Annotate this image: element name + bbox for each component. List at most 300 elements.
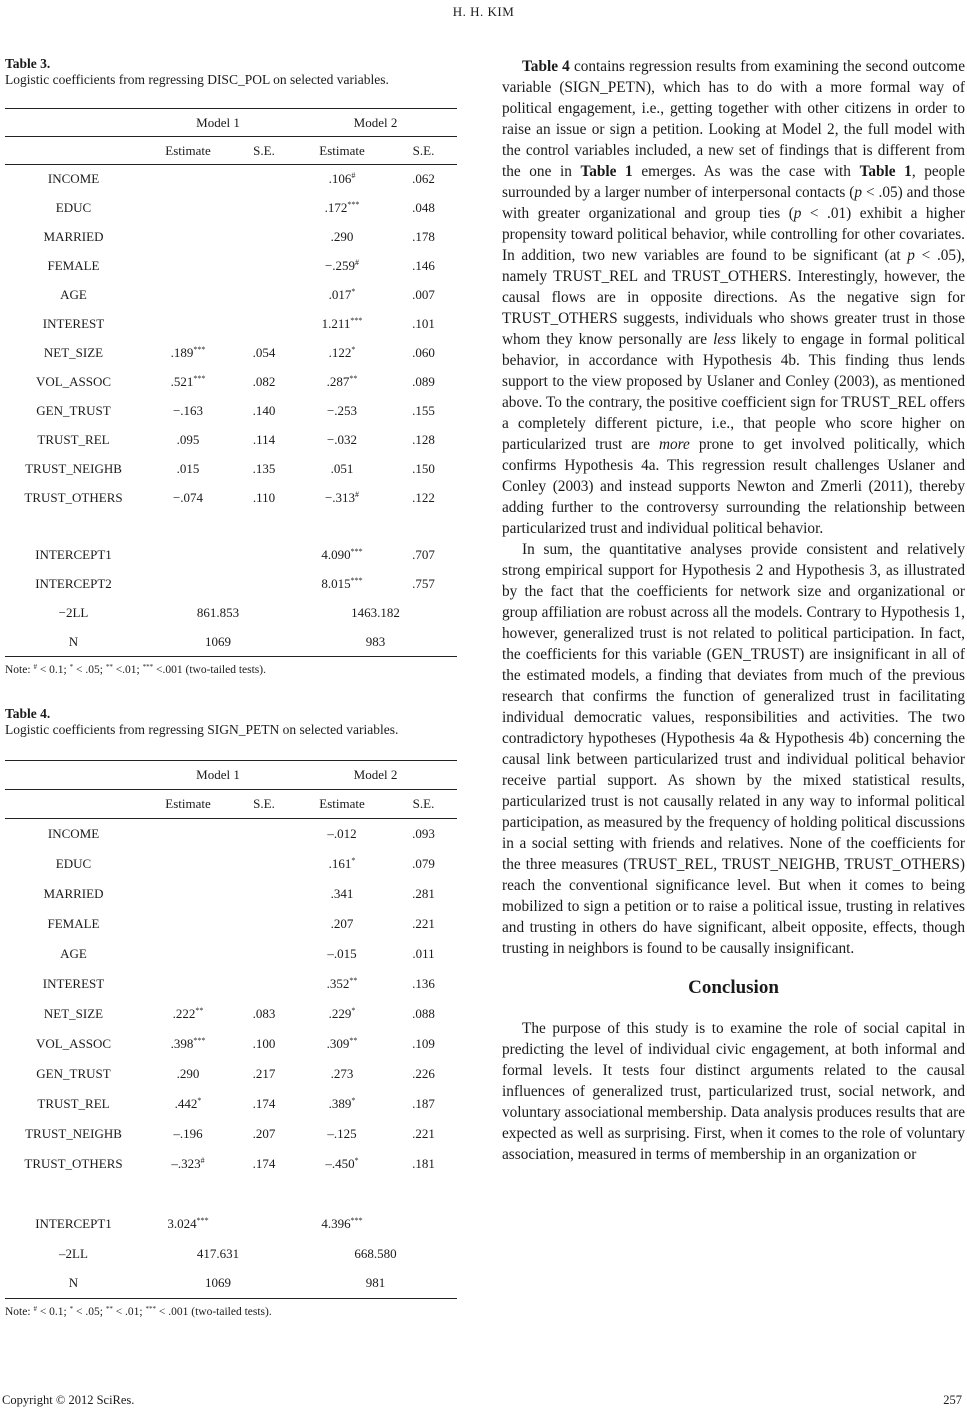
note-symbol: # xyxy=(33,663,37,671)
model2-estimate-value: –.015 xyxy=(327,945,357,961)
model2-se-value: .089 xyxy=(412,374,435,389)
model1-estimate xyxy=(142,909,234,939)
model1-estimate xyxy=(142,426,234,455)
model1-se xyxy=(234,223,294,252)
model2-se-value: .060 xyxy=(412,345,435,360)
model1-estimate xyxy=(142,1059,234,1089)
model1-estimate-value: .189 xyxy=(170,345,194,360)
row-label-value: TRUST_NEIGHB xyxy=(25,461,122,476)
model2-se xyxy=(390,819,457,849)
model1-value: 1069 xyxy=(142,628,294,657)
model2-se xyxy=(390,969,457,999)
table-spacer xyxy=(5,1179,457,1209)
table-row xyxy=(5,484,457,513)
row-label xyxy=(5,1029,142,1059)
model2-se-value: .088 xyxy=(412,1005,435,1021)
model2-estimate xyxy=(294,969,390,999)
model2-se xyxy=(390,1149,457,1179)
model2-se-value: .101 xyxy=(412,316,435,331)
row-label xyxy=(5,541,142,570)
note-text: <.01; xyxy=(112,664,143,676)
note-text: < .001 (two-tailed tests). xyxy=(156,1306,272,1318)
table-row xyxy=(5,1059,457,1089)
footer-page-number: 257 xyxy=(943,1393,962,1407)
model1-estimate-value: .442 xyxy=(174,1095,198,1111)
model2-estimate xyxy=(294,310,390,339)
row-label xyxy=(5,1149,142,1179)
row-label: N xyxy=(5,1269,142,1299)
model1-se-value: .140 xyxy=(252,403,276,418)
model1-estimate xyxy=(142,939,234,969)
model2-se-value: .007 xyxy=(412,287,435,302)
significance-marker: ** xyxy=(349,975,358,985)
row-label xyxy=(5,194,142,223)
model1-estimate xyxy=(142,999,234,1029)
model2-se xyxy=(390,570,457,599)
row-label-value: INTERCEPT1 xyxy=(35,1215,112,1231)
table3-subheader xyxy=(5,137,457,165)
model2-estimate-value: .290 xyxy=(330,229,354,244)
table-row xyxy=(5,1209,457,1239)
model2-se-value: .221 xyxy=(412,915,435,931)
table3-note xyxy=(5,663,457,677)
model2-estimate xyxy=(294,1059,390,1089)
model2-se xyxy=(390,1209,457,1239)
row-label-value: INTERCEPT1 xyxy=(35,547,112,562)
model2-se xyxy=(390,194,457,223)
row-label xyxy=(5,455,142,484)
model1-estimate xyxy=(142,252,234,281)
model2-estimate-value: .161 xyxy=(328,855,352,871)
model1-se xyxy=(234,1209,294,1239)
model2-estimate-value: .229 xyxy=(328,1005,352,1021)
model2-estimate-value: −.259 xyxy=(324,258,356,273)
model2-se xyxy=(390,339,457,368)
running-head: H. H. KIM xyxy=(452,4,515,19)
model2-estimate xyxy=(294,999,390,1029)
model2-se-value: .181 xyxy=(412,1155,435,1171)
model1-se xyxy=(234,339,294,368)
model1-estimate xyxy=(142,879,234,909)
row-label: −2LL xyxy=(58,605,89,620)
table-row xyxy=(5,1089,457,1119)
model2-se-value: .109 xyxy=(412,1035,435,1051)
note-prefix: Note: xyxy=(5,1306,34,1318)
table-row xyxy=(5,310,457,339)
note-symbol: *** xyxy=(142,663,154,671)
model1-se xyxy=(234,570,294,599)
model1-estimate xyxy=(142,165,234,194)
table-row xyxy=(5,939,457,969)
model1-se xyxy=(234,1149,294,1179)
note-text: < .05; xyxy=(73,1306,106,1318)
row-label-value: FEMALE xyxy=(47,915,100,931)
table4-caption: Logistic coefficients from regressing SIGN_PETN on selected variables. xyxy=(5,722,399,737)
model2-se-value: .062 xyxy=(412,171,435,187)
model1-estimate xyxy=(142,1119,234,1149)
model1-se xyxy=(234,455,294,484)
model2-estimate xyxy=(294,879,390,909)
table4 xyxy=(5,760,457,1299)
model2-estimate-value: .106 xyxy=(328,171,352,187)
row-label-value: INTEREST xyxy=(42,316,105,331)
row-label-value: TRUST_OTHERS xyxy=(24,490,123,505)
model2-estimate xyxy=(294,570,390,599)
model1-estimate xyxy=(142,541,234,570)
note-symbol: # xyxy=(33,1305,37,1313)
significance-marker: # xyxy=(355,490,360,499)
row-label xyxy=(5,397,142,426)
model1-estimate xyxy=(142,194,234,223)
model1-se xyxy=(234,1119,294,1149)
model1-se-value: .054 xyxy=(252,345,276,360)
note-symbol: ** xyxy=(105,663,113,671)
note-text: < 0.1; xyxy=(36,664,70,676)
row-label xyxy=(5,849,142,879)
model2-se-value: .226 xyxy=(412,1065,435,1081)
model2-se-value: .150 xyxy=(412,461,435,476)
row-label-value: VOL_ASSOC xyxy=(35,374,112,389)
note-symbol: * xyxy=(69,663,74,671)
table-row xyxy=(5,368,457,397)
model1-estimate xyxy=(142,484,234,513)
significance-marker: *** xyxy=(196,1215,209,1225)
model1-estimate xyxy=(142,455,234,484)
italic-term: p xyxy=(793,205,802,222)
table-row xyxy=(5,1029,457,1059)
table-reference: Table 1 xyxy=(580,163,633,180)
model1-se xyxy=(234,819,294,849)
model2-estimate xyxy=(294,819,390,849)
row-label xyxy=(5,339,142,368)
row-label-value: INCOME xyxy=(47,171,100,187)
model2-estimate xyxy=(294,165,390,194)
model2-se xyxy=(390,1059,457,1089)
significance-marker: *** xyxy=(193,1035,206,1045)
model2-se-value: .707 xyxy=(412,547,435,562)
model2-value: 1463.182 xyxy=(351,605,400,620)
table3-m2-estimate-header: Estimate xyxy=(294,137,390,165)
model2-se xyxy=(390,1119,457,1149)
table4-model2-header: Model 2 xyxy=(294,761,457,790)
row-label-value: MARRIED xyxy=(43,885,104,901)
right-column xyxy=(502,56,965,1165)
model2-estimate xyxy=(294,939,390,969)
model1-estimate xyxy=(142,281,234,310)
model1-se xyxy=(234,909,294,939)
model1-se xyxy=(234,397,294,426)
row-label xyxy=(5,426,142,455)
model1-estimate-value: .290 xyxy=(176,1065,200,1081)
table-row xyxy=(5,397,457,426)
model2-estimate-value: .287 xyxy=(326,374,350,389)
table-row xyxy=(5,1269,457,1299)
model1-estimate xyxy=(142,1089,234,1119)
model1-se xyxy=(234,484,294,513)
italic-term: p xyxy=(907,247,915,264)
significance-marker: * xyxy=(351,287,356,296)
model2-se xyxy=(390,252,457,281)
model1-estimate xyxy=(142,1029,234,1059)
model2-value: 983 xyxy=(294,628,457,657)
body-paragraph-1 xyxy=(502,56,965,539)
significance-marker: # xyxy=(200,1155,205,1165)
model1-se xyxy=(234,1059,294,1089)
significance-marker: *** xyxy=(193,345,206,354)
model1-estimate xyxy=(142,397,234,426)
italic-term: p xyxy=(854,184,863,201)
model1-se-value: .083 xyxy=(252,1005,276,1021)
model2-estimate xyxy=(294,368,390,397)
model2-se-value: .011 xyxy=(412,945,435,961)
table-row xyxy=(5,999,457,1029)
model1-estimate xyxy=(142,368,234,397)
table-row xyxy=(5,969,457,999)
model2-se-value: .136 xyxy=(412,975,435,991)
model2-estimate-value: 4.090 xyxy=(321,547,351,562)
model2-se xyxy=(390,165,457,194)
row-label xyxy=(5,252,142,281)
model1-se-value: .135 xyxy=(252,461,276,476)
row-label xyxy=(5,570,142,599)
table3-m2-se-header: S.E. xyxy=(390,137,457,165)
model1-estimate-value: .521 xyxy=(170,374,194,389)
significance-marker: * xyxy=(354,1155,359,1165)
significance-marker: *** xyxy=(350,316,363,325)
significance-marker: ** xyxy=(195,1005,204,1015)
model1-estimate-value: −.074 xyxy=(172,490,204,505)
text-run: < .01) exhibit a higher propensity toward political behavior, while controlling for other covariates. In addition, two new variables are found to be significant (at xyxy=(502,205,965,264)
model2-estimate xyxy=(294,1029,390,1059)
significance-marker: *** xyxy=(347,200,360,209)
row-label-value: GEN_TRUST xyxy=(36,403,111,418)
table3-title: Table 3. xyxy=(5,56,51,71)
footer-copyright: Copyright © 2012 SciRes. xyxy=(2,1393,135,1407)
model2-se xyxy=(390,455,457,484)
table4-model1-header: Model 1 xyxy=(142,761,294,790)
model2-estimate xyxy=(294,1209,390,1239)
model2-estimate-value: .122 xyxy=(328,345,352,360)
model1-se xyxy=(234,426,294,455)
table-reference: Table 1 xyxy=(859,163,912,180)
row-label-value: TRUST_NEIGHB xyxy=(25,1125,122,1141)
note-text: < 0.1; xyxy=(36,1306,70,1318)
model1-estimate-value: –.196 xyxy=(173,1125,203,1141)
row-label xyxy=(5,999,142,1029)
italic-term: more xyxy=(658,436,690,453)
left-column xyxy=(5,55,457,1319)
model1-se-value: .114 xyxy=(252,432,276,447)
row-label xyxy=(5,1059,142,1089)
model1-estimate-value: .222 xyxy=(172,1005,196,1021)
significance-marker: *** xyxy=(350,547,363,556)
model2-estimate xyxy=(294,339,390,368)
model1-se xyxy=(234,1089,294,1119)
model2-estimate xyxy=(294,1089,390,1119)
table-row xyxy=(5,879,457,909)
text-run: contains regression results from examining the second outcome variable (SIGN_PETN), which has to do with a more formal way of political engagement, i.e., getting together with other citizens in order to raise an issue or sign a petition. Looking at Model 2, the full model with the control variables included, a new set of findings that is different from the one in xyxy=(502,58,965,180)
model2-se-value: .122 xyxy=(412,490,435,505)
model2-estimate xyxy=(294,909,390,939)
table-row xyxy=(5,1239,457,1269)
model1-estimate-value: .398 xyxy=(170,1035,194,1051)
row-label-value: TRUST_REL xyxy=(37,1095,110,1111)
note-symbol: * xyxy=(69,1305,74,1313)
model1-estimate xyxy=(142,570,234,599)
model2-estimate xyxy=(294,194,390,223)
model2-se xyxy=(390,368,457,397)
note-symbol: ** xyxy=(105,1305,113,1313)
model2-estimate xyxy=(294,541,390,570)
row-label: N xyxy=(5,628,142,657)
table-row xyxy=(5,1119,457,1149)
model1-estimate-value: .015 xyxy=(176,461,200,476)
model2-estimate-value: .389 xyxy=(328,1095,352,1111)
row-label-value: FEMALE xyxy=(47,258,100,273)
row-label xyxy=(5,223,142,252)
model1-estimate xyxy=(142,1149,234,1179)
row-label xyxy=(5,909,142,939)
table3-m1-estimate-header: Estimate xyxy=(142,137,234,165)
model1-se-value: .082 xyxy=(252,374,276,389)
model1-estimate xyxy=(142,223,234,252)
row-label-value: AGE xyxy=(60,287,87,302)
model2-se-value: .079 xyxy=(412,855,435,871)
row-label-value: INTERCEPT2 xyxy=(35,576,112,591)
row-label xyxy=(5,484,142,513)
significance-marker: * xyxy=(351,345,356,354)
model1-se xyxy=(234,252,294,281)
model1-se xyxy=(234,1029,294,1059)
table-row xyxy=(5,281,457,310)
model1-estimate-value: .095 xyxy=(176,432,200,447)
model2-estimate-value: –.012 xyxy=(327,825,357,841)
text-run: < .05), namely TRUST_REL and TRUST_OTHERS. Interestingly, however, the causal flows are in opposite directions. As the negative sign for TRUST_OTHERS suggests, individuals who shows greater trust in those whom they know personally are xyxy=(502,247,965,348)
model2-se xyxy=(390,909,457,939)
row-label: –2LL xyxy=(59,1245,88,1261)
note-symbol: *** xyxy=(145,1305,156,1313)
model2-estimate xyxy=(294,849,390,879)
model2-se-value: .048 xyxy=(412,200,435,215)
model2-se-value: .757 xyxy=(412,576,435,591)
model1-value: 861.853 xyxy=(196,605,240,620)
model2-estimate-value: 1.211 xyxy=(321,316,351,331)
italic-term: less xyxy=(713,331,737,348)
model2-se xyxy=(390,1029,457,1059)
model1-se xyxy=(234,999,294,1029)
model2-se-value: .093 xyxy=(412,825,435,841)
model2-se xyxy=(390,310,457,339)
row-label xyxy=(5,1209,142,1239)
model2-se xyxy=(390,541,457,570)
row-label-value: VOL_ASSOC xyxy=(35,1035,112,1051)
model2-estimate-value: −.313 xyxy=(324,490,356,505)
model1-se xyxy=(234,969,294,999)
model1-estimate xyxy=(142,849,234,879)
table3-caption: Logistic coefficients from regressing DISC_POL on selected variables. xyxy=(5,72,389,87)
model2-se-value: .146 xyxy=(412,258,435,273)
model1-se xyxy=(234,281,294,310)
model1-estimate xyxy=(142,339,234,368)
table-row xyxy=(5,849,457,879)
significance-marker: * xyxy=(351,855,356,865)
model2-value: 668.580 xyxy=(354,1245,397,1261)
table-row xyxy=(5,570,457,599)
model2-value: 981 xyxy=(294,1269,457,1299)
model1-se xyxy=(234,541,294,570)
model1-se xyxy=(234,165,294,194)
significance-marker: # xyxy=(351,171,356,181)
model2-estimate xyxy=(294,1149,390,1179)
table-row xyxy=(5,426,457,455)
model1-se-value: .207 xyxy=(252,1125,276,1141)
table-row xyxy=(5,252,457,281)
model2-se xyxy=(390,1089,457,1119)
model2-estimate-value: 8.015 xyxy=(321,576,351,591)
row-label xyxy=(5,165,142,194)
table4-m2-se-header: S.E. xyxy=(390,790,457,819)
model1-estimate-value: –.323 xyxy=(171,1155,201,1171)
model1-se xyxy=(234,194,294,223)
table3-model-header xyxy=(5,109,457,137)
model2-se-value: .281 xyxy=(412,885,435,901)
model2-se xyxy=(390,879,457,909)
significance-marker: ** xyxy=(349,374,358,383)
model2-se xyxy=(390,849,457,879)
model1-se xyxy=(234,939,294,969)
table4-title: Table 4. xyxy=(5,706,51,721)
row-label-value: NET_SIZE xyxy=(43,345,104,360)
model1-estimate xyxy=(142,819,234,849)
model2-estimate-value: −.253 xyxy=(326,403,358,418)
model2-estimate-value: 4.396 xyxy=(321,1215,351,1231)
table3 xyxy=(5,108,457,657)
model2-estimate-value: .172 xyxy=(324,200,348,215)
model2-estimate-value: −.032 xyxy=(326,432,358,447)
table-row xyxy=(5,819,457,849)
row-label xyxy=(5,281,142,310)
row-label-value: TRUST_REL xyxy=(37,432,110,447)
model1-se-value: .100 xyxy=(252,1035,276,1051)
significance-marker: * xyxy=(197,1095,202,1105)
row-label xyxy=(5,939,142,969)
row-label-value: AGE xyxy=(60,945,87,961)
table-spacer xyxy=(5,513,457,541)
text-run: likely to engage in formal political behavior, in accordance with Hypothesis 4b. This finding thus lends support to the view proposed by Uslaner and Conley (2003), as mentioned above. To the contrary, the positive coefficient sign for TRUST_REL offers a completely different picture, i.e., that people who score higher on particularized trust are xyxy=(502,331,965,453)
row-label-value: INCOME xyxy=(47,825,100,841)
text-run: prone to get involved politically, which confirms Hypothesis 4a. This regression result challenges Uslaner and Conley (2003) and instead supports Newton and Zmerli (2011), thereby adding further to the controversy surrounding the relationship between particularized trust and individual political behavior. xyxy=(502,436,965,537)
model1-value: 417.631 xyxy=(196,1245,240,1261)
model1-estimate xyxy=(142,969,234,999)
model2-estimate-value: .273 xyxy=(330,1065,354,1081)
model1-se xyxy=(234,310,294,339)
row-label-value: MARRIED xyxy=(43,229,104,244)
model1-se xyxy=(234,849,294,879)
row-label xyxy=(5,1089,142,1119)
model2-se xyxy=(390,484,457,513)
row-label xyxy=(5,819,142,849)
section-heading-conclusion: Conclusion xyxy=(688,977,779,998)
significance-marker: ** xyxy=(349,1035,358,1045)
significance-marker: # xyxy=(355,258,360,267)
table-row xyxy=(5,599,457,628)
model1-estimate-value: 3.024 xyxy=(167,1215,197,1231)
body-paragraph-3: The purpose of this study is to examine the role of social capital in predicting the level of individual civic engagement, at both informal and formal levels. It tests four distinct arguments related to the causal influences of generalized trust, particularized trust, social network, and voluntary associational membership. Data analysis produces results that are expected as well as surprising. First, when it comes to the role of voluntary association, measured in terms of membership in an organization or xyxy=(502,1020,965,1163)
model2-estimate xyxy=(294,484,390,513)
model2-estimate xyxy=(294,1119,390,1149)
significance-marker: *** xyxy=(350,576,363,585)
row-label xyxy=(5,879,142,909)
